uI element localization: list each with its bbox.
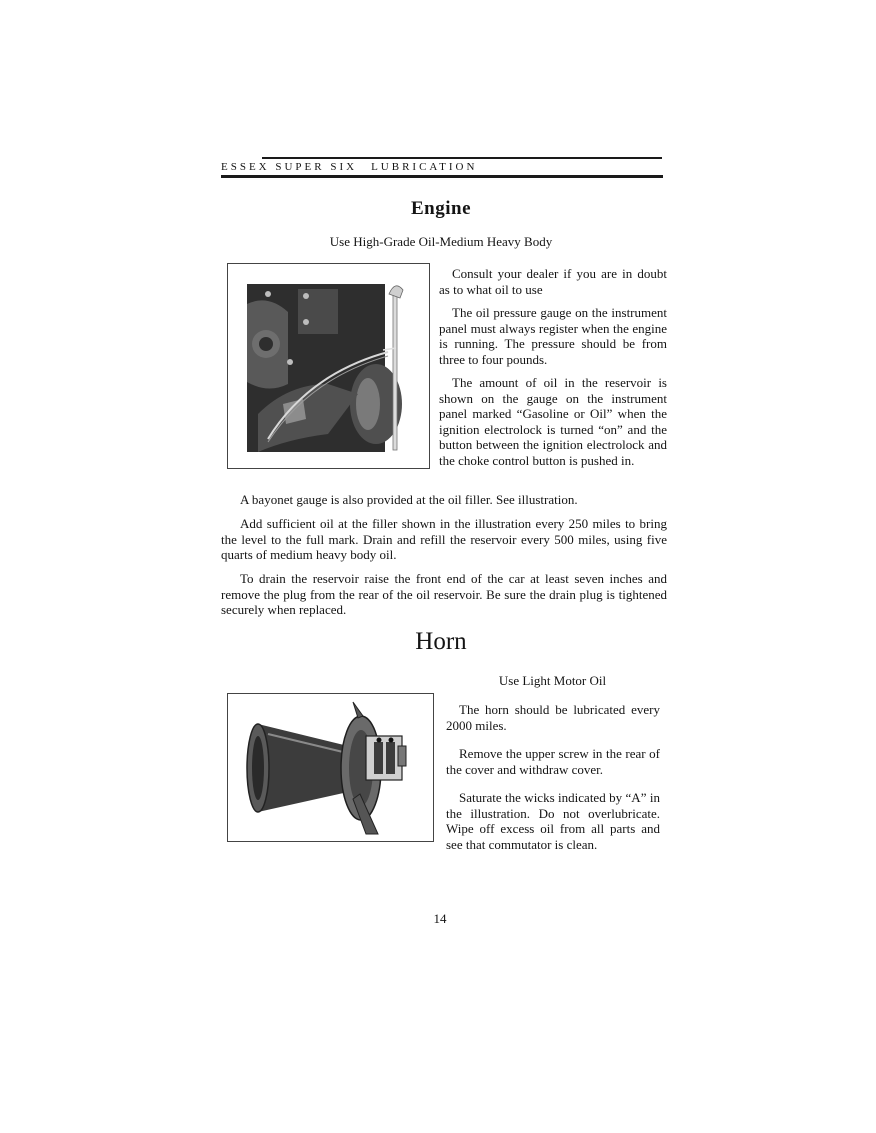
horn-title: Horn	[415, 628, 467, 655]
engine-subtitle: Use High-Grade Oil-Medium Heavy Body	[329, 234, 553, 249]
engine-paragraph: The oil pressure gauge on the instrument panel must always register when the engine is running. The pressure should be from three to four pounds.	[439, 305, 667, 367]
engine-photo-icon	[228, 264, 429, 468]
horn-paragraph: The horn should be lubricated every 2000 miles.	[446, 702, 660, 733]
header-rule-bottom	[221, 175, 663, 178]
horn-paragraph: Saturate the wicks indicated by “A” in the illustration. Do not overlubricate. Wipe off excess oil from all parts and see that commutator is clean.	[446, 790, 660, 852]
engine-paragraph: Add sufficient oil at the filler shown in the illustration every 250 miles to bring the level to the full mark. Drain and refill the reservoir every 500 miles, using five quarts of medium heavy body oil.	[221, 516, 667, 563]
engine-illustration	[227, 263, 430, 469]
horn-illustration	[227, 693, 434, 842]
horn-paragraph: Remove the upper screw in the rear of the cover and withdraw cover.	[446, 746, 660, 777]
horn-subtitle: Use Light Motor Oil	[498, 673, 607, 688]
engine-paragraph: A bayonet gauge is also provided at the oil filler. See illustration.	[240, 492, 578, 507]
header-rule-top	[262, 157, 662, 159]
engine-paragraph: To drain the reservoir raise the front end of the car at least seven inches and remove the plug from the rear of the oil reservoir. Be sure the drain plug is tightened securely when replaced.	[221, 571, 667, 618]
header-right: LUBRICATION	[371, 161, 478, 173]
engine-paragraph: The amount of oil in the reservoir is shown on the gauge on the instrument panel marked “Gasoline or Oil” when the ignition electrolock is turned “on” and the button between the ignition electrolock and the choke control button is pushed in.	[439, 375, 667, 468]
page-number: 14	[433, 911, 447, 926]
engine-title: Engine	[410, 198, 472, 219]
running-header	[221, 161, 477, 173]
engine-paragraph: Consult your dealer if you are in doubt as to what oil to use	[439, 266, 667, 297]
horn-photo-icon	[228, 694, 433, 841]
header-left: ESSEX SUPER SIX	[221, 161, 358, 173]
